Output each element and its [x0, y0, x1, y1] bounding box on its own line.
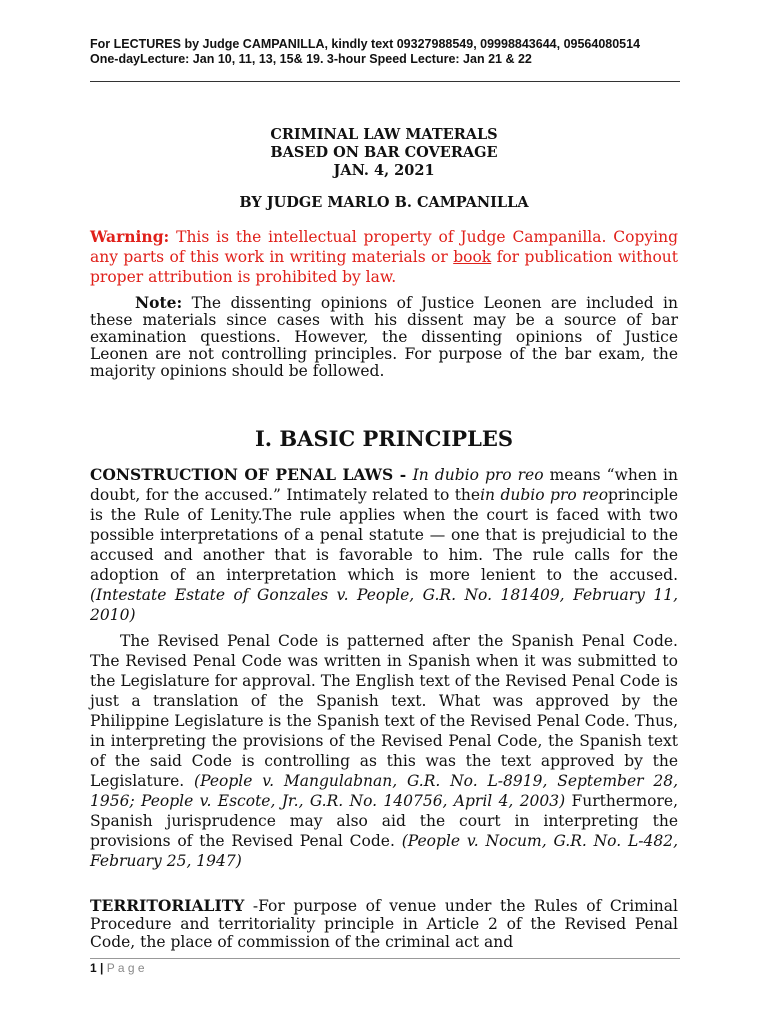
note-paragraph — [90, 294, 678, 380]
case-citation: (People v. Nocum, G.R. No. L-482, February 25, 1947) — [90, 832, 678, 870]
warning-text-1: This is the intellectual property of Judge Campanilla. Copying any parts of this work in writing materials or — [90, 228, 678, 266]
paragraph-text: principle is the Rule of Lenity.The rule applies when the court is faced with two possible interpretations of a penal statute — one that is prejudicial to the accused and another that is favorable to him. The rule calls for the adoption of an interpretation which is more lenient to the accused. — [90, 486, 678, 584]
footer-separator: | — [96, 961, 107, 975]
paragraph-territoriality — [90, 897, 678, 951]
header-line-1: For LECTURES by Judge CAMPANILLA, kindly text 09327988549, 09998843644, 09564080514 — [90, 37, 641, 51]
title-line-1: CRIMINAL LAW MATERALS — [270, 126, 498, 143]
paragraph-construction-of-penal-laws — [90, 465, 678, 625]
page-label: P a g e — [106, 961, 145, 975]
case-citation: (People v. Mangulabnan, G.R. No. L-8919, September 28, 1956; People v. Escote, Jr., G.R. No. 140756, April 4, 2003) — [90, 772, 678, 810]
page-footer — [90, 961, 145, 975]
paragraph-revised-penal-code — [90, 631, 678, 871]
paragraph-text: Furthermore, Spanish jurisprudence may also aid the court in interpreting the provisions of the Revised Penal Code. — [90, 792, 678, 850]
page-number: 1 — [90, 961, 97, 975]
title-line-3: JAN. 4, 2021 — [333, 162, 435, 179]
paragraph-text: The Revised Penal Code is patterned after the Spanish Penal Code. The Revised Penal Code was written in Spanish when it was submitted to the Legislature for approval. The English text of the Revised Penal Code is just a translation of the Spanish text. What was approved by the Philippine Legislature is the Spanish text of the Revised Penal Code. Thus, in interpreting the provisions of the Revised Penal Code, the Spanish text of the said Code is controlling as this was the text approved by the Legislature. — [90, 632, 678, 790]
page-header — [90, 37, 690, 67]
header-divider — [90, 81, 680, 82]
document-title — [90, 126, 678, 180]
note-text: The dissenting opinions of Justice Leonen are included in these materials since cases with his dissent may be a source of bar examination questions. However, the dissenting opinions of Justice Leonen are not controlling principles. For purpose of the bar exam, the majority opinions should be followed. — [90, 294, 678, 380]
title-line-2: BASED ON BAR COVERAGE — [270, 144, 498, 161]
header-line-2: One-dayLecture: Jan 10, 11, 13, 15& 19. 3-hour Speed Lecture: Jan 21 & 22 — [90, 52, 532, 66]
note-label: Note: — [135, 293, 183, 312]
paragraph-heading: CONSTRUCTION OF PENAL LAWS - — [90, 465, 413, 484]
paragraph-text: means “when in doubt, for the accused.” Intimately related to the — [90, 466, 678, 504]
paragraph-text: -For purpose of venue under the Rules of Criminal Procedure and territoriality principle in Article 2 of the Revised Penal Code, the place of commission of the criminal act and — [90, 897, 678, 951]
warning-paragraph — [90, 227, 678, 287]
footer-divider — [90, 958, 680, 959]
paragraph-heading: TERRITORIALITY — [90, 896, 245, 915]
warning-text-2: for publication without proper attribution is prohibited by law. — [90, 248, 679, 286]
latin-term: In dubio pro reo — [412, 466, 544, 484]
case-citation: (Intestate Estate of Gonzales v. People, G.R. No. 181409, February 11, 2010) — [90, 586, 678, 624]
warning-label: Warning: — [90, 227, 170, 246]
document-author: BY JUDGE MARLO B. CAMPANILLA — [239, 194, 529, 211]
section-title: I. BASIC PRINCIPLES — [254, 426, 514, 451]
latin-term: in dubio pro reo — [480, 486, 609, 504]
warning-underlined-word: book — [453, 248, 492, 266]
